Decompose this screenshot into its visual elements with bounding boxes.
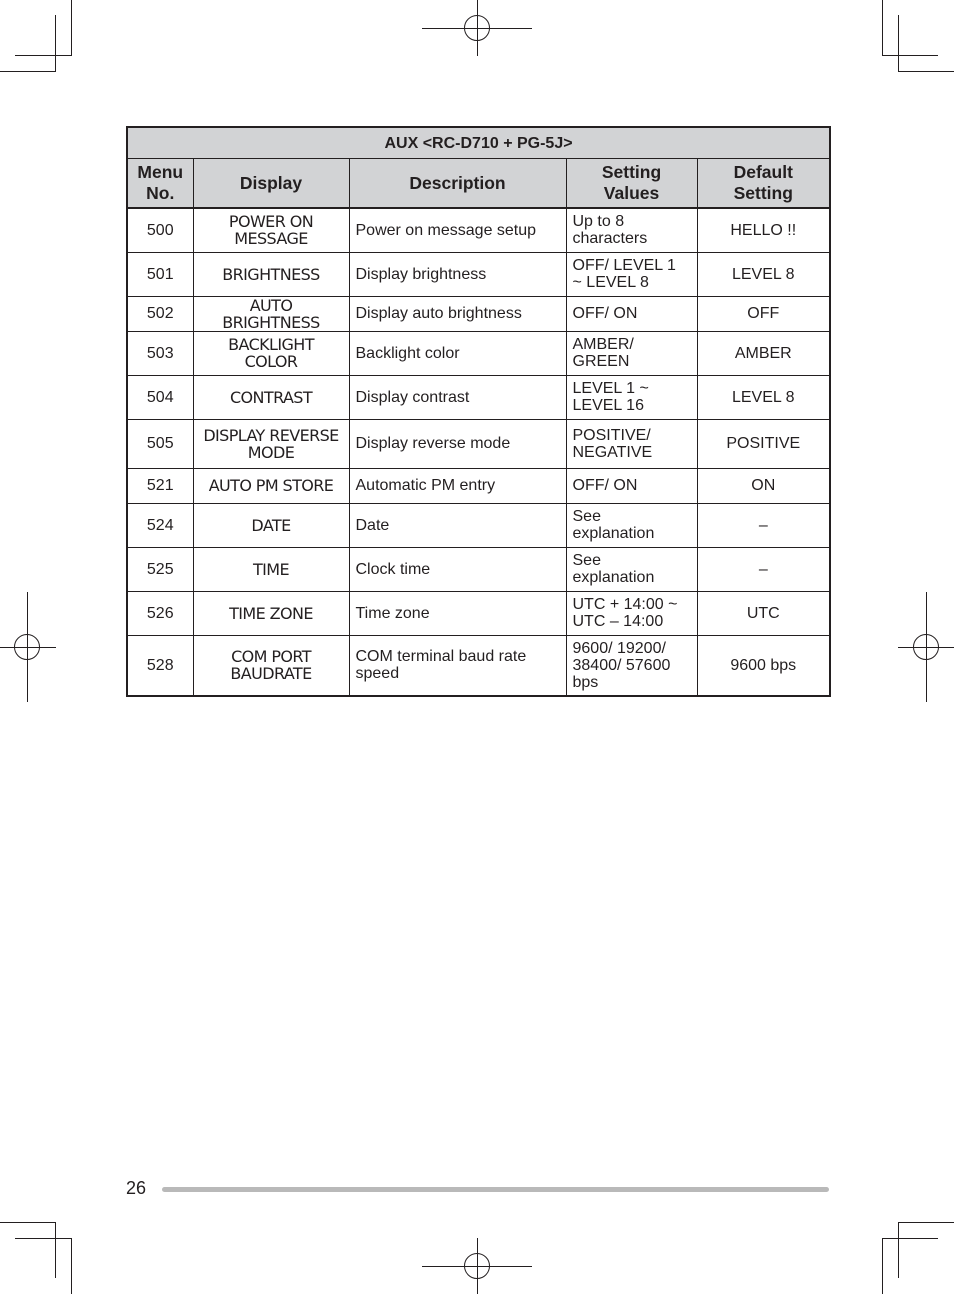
description-cell: Time zone [349, 591, 566, 635]
menu-number-cell: 521 [127, 468, 193, 503]
description-cell: Power on message setup [349, 208, 566, 252]
table-row [127, 296, 830, 331]
display-name-cell: COM PORT BAUDRATE [193, 635, 349, 696]
description-cell: Backlight color [349, 331, 566, 375]
display-name-cell: TIME ZONE [193, 591, 349, 635]
default-setting-cell: HELLO !! [697, 208, 830, 252]
display-name-cell: DATE [193, 503, 349, 547]
menu-number-cell: 525 [127, 547, 193, 591]
setting-values-cell: AMBER/ GREEN [566, 331, 697, 375]
default-setting-cell: LEVEL 8 [697, 375, 830, 419]
setting-values-cell: 9600/ 19200/ 38400/ 57600 bps [566, 635, 697, 696]
aux-menu-table [126, 126, 831, 697]
table-row [127, 503, 830, 547]
menu-number-cell: 501 [127, 252, 193, 296]
description-cell: Display reverse mode [349, 419, 566, 468]
table-row [127, 375, 830, 419]
header-menu-no: Menu No. [127, 159, 193, 209]
header-default-setting: Default Setting [697, 159, 830, 209]
table-header-row [127, 159, 830, 209]
default-setting-cell: LEVEL 8 [697, 252, 830, 296]
description-cell: COM terminal baud rate speed [349, 635, 566, 696]
display-name-cell: BRIGHTNESS [193, 252, 349, 296]
table-row [127, 252, 830, 296]
setting-values-cell: See explanation [566, 503, 697, 547]
table-row [127, 468, 830, 503]
menu-number-cell: 500 [127, 208, 193, 252]
table-row [127, 331, 830, 375]
description-cell: Display contrast [349, 375, 566, 419]
table-row [127, 635, 830, 696]
setting-values-cell: OFF/ LEVEL 1 ~ LEVEL 8 [566, 252, 697, 296]
menu-number-cell: 504 [127, 375, 193, 419]
setting-values-cell: POSITIVE/ NEGATIVE [566, 419, 697, 468]
header-description: Description [349, 159, 566, 209]
description-cell: Date [349, 503, 566, 547]
menu-number-cell: 502 [127, 296, 193, 331]
page-number: 26 [126, 1178, 147, 1198]
display-name-cell: AUTO PM STORE [193, 468, 349, 503]
menu-number-cell: 528 [127, 635, 193, 696]
setting-values-cell: UTC + 14:00 ~ UTC – 14:00 [566, 591, 697, 635]
default-setting-cell: – [697, 547, 830, 591]
description-cell: Clock time [349, 547, 566, 591]
table-row [127, 591, 830, 635]
default-setting-cell: UTC [697, 591, 830, 635]
display-name-cell: POWER ON MESSAGE [193, 208, 349, 252]
default-setting-cell: POSITIVE [697, 419, 830, 468]
default-setting-cell: OFF [697, 296, 830, 331]
table-row [127, 208, 830, 252]
setting-values-cell: See explanation [566, 547, 697, 591]
display-name-cell: BACKLIGHT COLOR [193, 331, 349, 375]
display-name-cell: CONTRAST [193, 375, 349, 419]
description-cell: Display brightness [349, 252, 566, 296]
table-title: AUX <RC-D710 + PG-5J> [127, 127, 830, 159]
default-setting-cell: AMBER [697, 331, 830, 375]
display-name-cell: AUTO BRIGHTNESS [193, 296, 349, 331]
menu-number-cell: 505 [127, 419, 193, 468]
default-setting-cell: 9600 bps [697, 635, 830, 696]
description-cell: Display auto brightness [349, 296, 566, 331]
display-name-cell: TIME [193, 547, 349, 591]
setting-values-cell: OFF/ ON [566, 296, 697, 331]
header-display: Display [193, 159, 349, 209]
setting-values-cell: LEVEL 1 ~ LEVEL 16 [566, 375, 697, 419]
description-cell: Automatic PM entry [349, 468, 566, 503]
header-setting-values: Setting Values [566, 159, 697, 209]
menu-number-cell: 524 [127, 503, 193, 547]
setting-values-cell: OFF/ ON [566, 468, 697, 503]
table-row [127, 547, 830, 591]
footer-rule [162, 1187, 829, 1192]
setting-values-cell: Up to 8 characters [566, 208, 697, 252]
table-row [127, 419, 830, 468]
default-setting-cell: – [697, 503, 830, 547]
menu-number-cell: 526 [127, 591, 193, 635]
menu-number-cell: 503 [127, 331, 193, 375]
default-setting-cell: ON [697, 468, 830, 503]
display-name-cell: DISPLAY REVERSE MODE [193, 419, 349, 468]
